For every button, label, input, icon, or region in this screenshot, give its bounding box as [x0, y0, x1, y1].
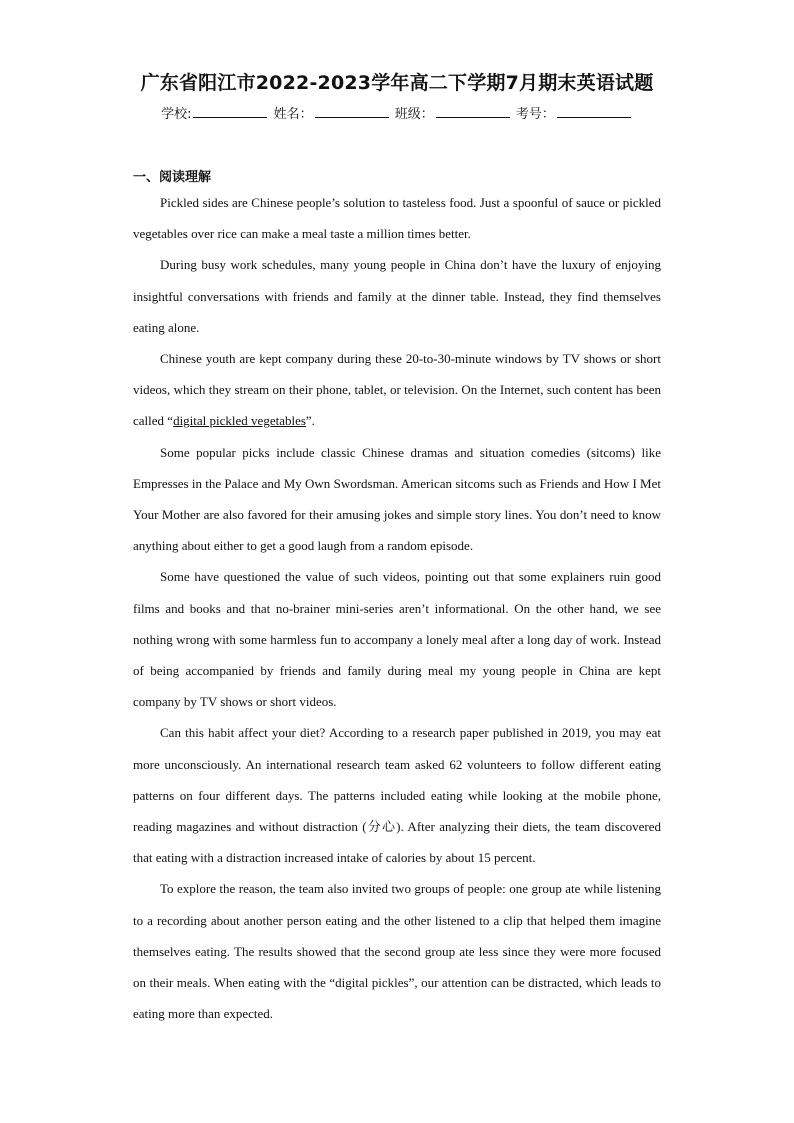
- class-blank[interactable]: [436, 105, 510, 118]
- student-info-line: [0, 103, 794, 122]
- paragraph-3-end: ”.: [305, 413, 315, 429]
- class-label: 班级：: [394, 107, 434, 122]
- paragraph-3: [133, 343, 661, 437]
- paragraph-1: Pickled sides are Chinese people’s solution to tasteless food. Just a spoonful of sauce or pickled vegetables over rice can make a meal taste a million times better.: [133, 195, 661, 242]
- paragraph-6: Can this habit affect your diet? According to a research paper published in 2019, you may eat more unconsciously. An international research team asked 62 volunteers to follow different eating patterns on four different days. The patterns included eating while looking at the mobile phone, reading magazines and without distraction (分心). After analyzing their diets, the team discovered that eating with a distraction increased intake of calories by about 15 percent.: [133, 725, 661, 866]
- underlined-phrase: digital pickled vegetables: [173, 413, 306, 429]
- paragraph-2: During busy work schedules, many young people in China don’t have the luxury of enjoying insightful conversations with friends and family at the dinner table. Instead, they find themselves eating alone.: [133, 257, 661, 335]
- name-blank[interactable]: [315, 105, 389, 118]
- paragraph-4: Some popular picks include classic Chinese dramas and situation comedies (sitcoms) like Empresses in the Palace and My Own Swordsman. American sitcoms such as Friends and How I Met Your Mother are also favored for their amusing jokes and simple story lines. You don’t need to know anything about either to get a good laugh from a random episode.: [133, 444, 661, 554]
- exam-number-label: 考号：: [515, 107, 555, 122]
- paragraph-3-text: Chinese youth are kept company during these 20-to-30-minute windows by TV shows or short videos, which they stream on their phone, tablet, or television. On the Internet, such content has been called “: [133, 351, 661, 429]
- school-blank[interactable]: [193, 105, 267, 118]
- paragraph-5: Some have questioned the value of such videos, pointing out that some explainers ruin good films and books and that no-brainer mini-series aren’t informational. On the other hand, we see nothing wrong with some harmless fun to accompany a lonely meal after a long day of work. Instead of being accompanied by friends and family during meal my young people in China are kept company by TV shows or short videos.: [133, 569, 661, 710]
- exam-number-blank[interactable]: [557, 105, 631, 118]
- exam-title: 广东省阳江市2022-2023学年高二下学期7月期末英语试题: [140, 72, 654, 94]
- name-label: 姓名：: [273, 107, 313, 122]
- section-heading: 一、阅读理解: [133, 170, 212, 185]
- reading-passage: [133, 187, 661, 1029]
- paragraph-7: To explore the reason, the team also invited two groups of people: one group ate while listening to a recording about another person eating and the other listened to a clip that helped them imagine themselves eating. The results showed that the second group ate less since they were more focused on their meals. When eating with the “digital pickles”, our attention can be distracted, which leads to eating more than expected.: [133, 881, 661, 1022]
- school-label: 学校:: [161, 107, 192, 122]
